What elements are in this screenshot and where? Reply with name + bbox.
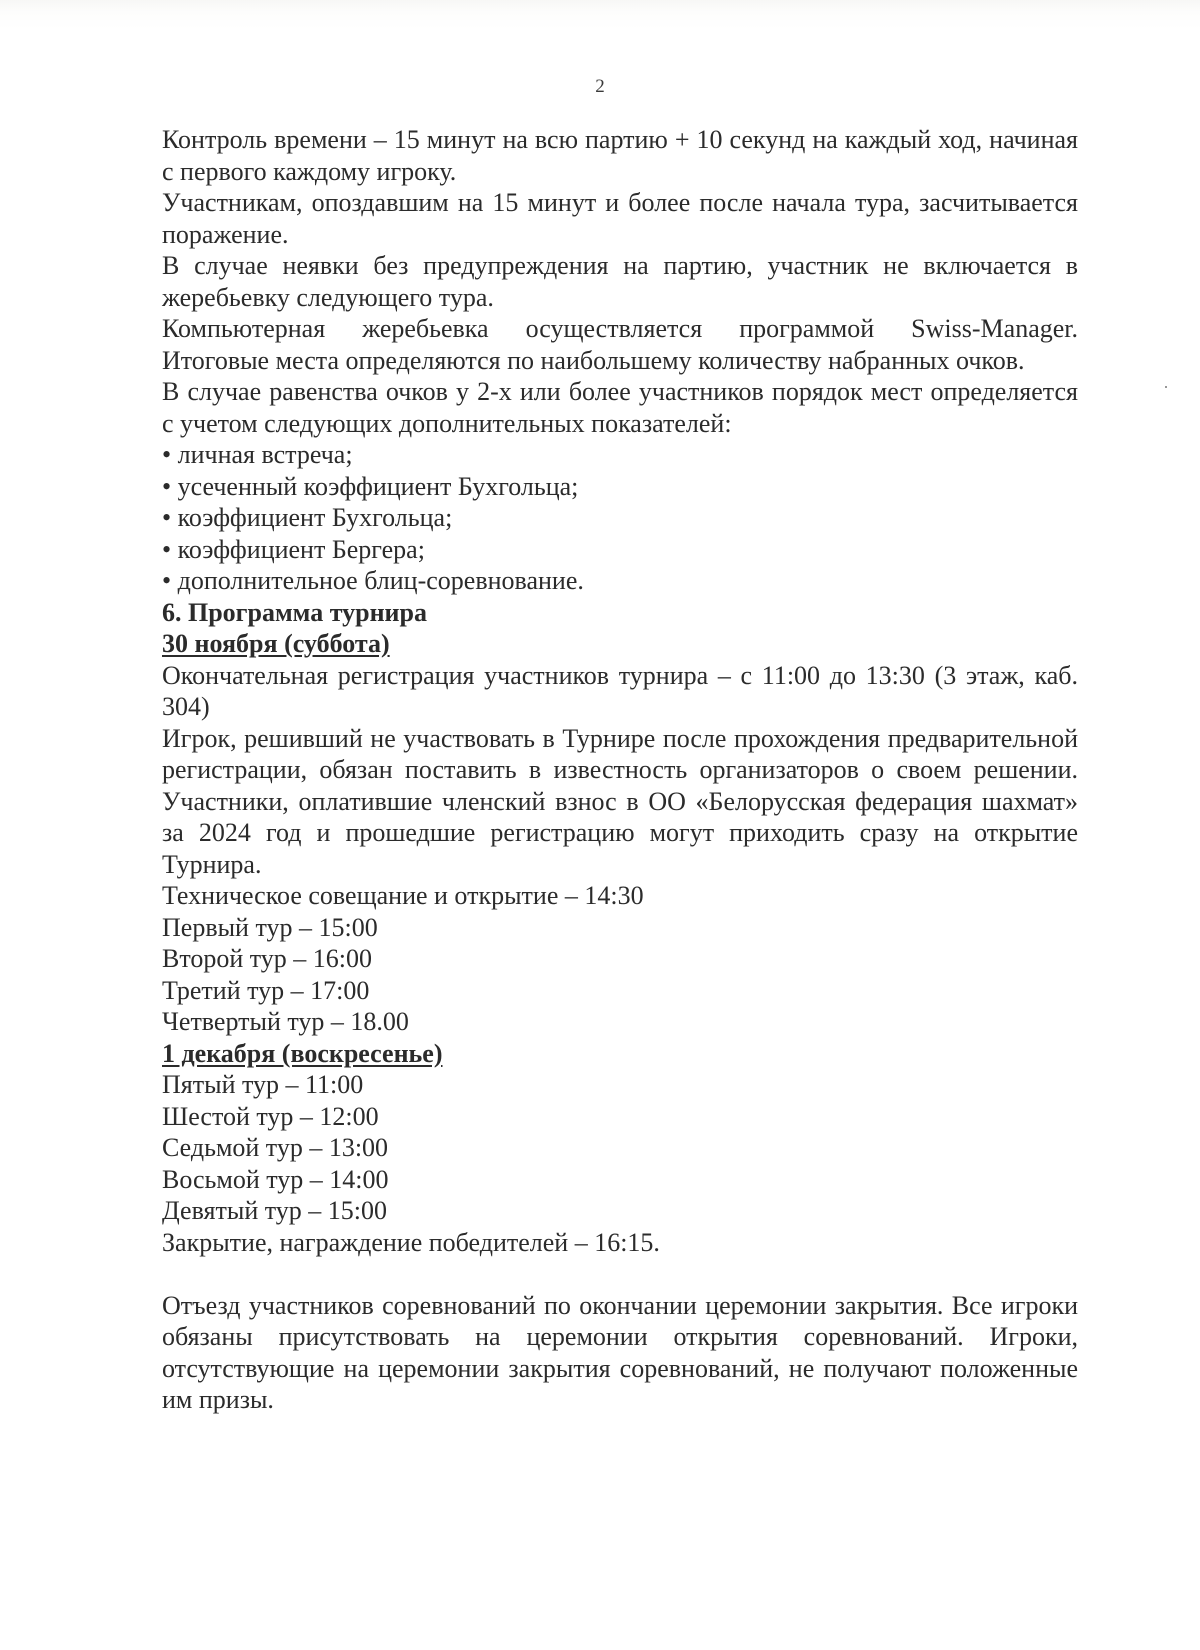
document-body [162,124,1078,1416]
day1-registration-paragraph: Окончательная регистрация участников турнира – с 11:00 до 13:30 (3 этаж, каб. 304) [162,660,1078,721]
schedule-item: Четвертый тур – 18.00 [162,1007,409,1036]
schedule-item: Закрытие, награждение победителей – 16:15. [162,1227,660,1257]
day1-date-heading: 30 ноября (суббота) [162,629,390,658]
schedule-item: Техническое совещание и открытие – 14:30 [162,881,644,910]
schedule-item: Седьмой тур – 13:00 [162,1133,389,1162]
schedule-item: Первый тур – 15:00 [162,912,378,942]
schedule-item: Третий тур – 17:00 [162,975,370,1005]
day2-schedule [162,1069,1078,1258]
day2-date-heading: 1 декабря (воскресенье) [162,1038,443,1068]
final-places-paragraph: Итоговые места определяются по наибольшему количеству набранных очков. [162,345,1025,375]
section-heading: 6. Программа турнира [162,597,428,627]
tiebreak-item: • усеченный коэффициент Бухгольца; [162,471,579,501]
day1-withdrawal-paragraph: Игрок, решивший не участвовать в Турнире после прохождения предварительной регистрации, обязан поставить в известность организаторов о своем решении. Участники, оплатившие членский взнос в ОО «Белорусская федерация шахмат» за 2024 год и прошедшие регистрацию могут приходить сразу на открытие Турнира. [162,723,1078,879]
schedule-item: Пятый тур – 11:00 [162,1070,364,1099]
tiebreak-item: • дополнительное блиц-соревнование. [162,566,584,595]
no-show-paragraph: В случае неявки без предупреждения на партию, участник не включается в жеребьевку следующего тура. [162,251,1078,312]
tiebreak-item: • личная встреча; [162,440,353,469]
tiebreak-item: • коэффициент Бухгольца; [162,503,453,532]
pairing-software-paragraph: Компьютерная жеребьевка осуществляется программой Swiss-Manager. [162,314,1078,343]
schedule-item: Второй тур – 16:00 [162,944,373,973]
tiebreak-item: • коэффициент Бергера; [162,534,425,564]
closing-paragraph: Отъезд участников соревнований по окончании церемонии закрытия. Все игроки обязаны присутствовать на церемонии открытия соревнований. Игроки, отсутствующие на церемонии закрытия соревнований, не получают положенные им призы. [162,1290,1078,1414]
late-arrival-paragraph: Участникам, опоздавшим на 15 минут и более после начала тура, засчитывается поражение. [162,188,1078,249]
tiebreak-intro-paragraph: В случае равенства очков у 2-х или более участников порядок мест определяется с учетом следующих дополнительных показателей: [162,377,1078,438]
time-control-paragraph: Контроль времени – 15 минут на всю партию + 10 секунд на каждый ход, начиная с первого каждому игроку. [162,125,1078,186]
scan-speck [1165,386,1167,388]
day1-schedule [162,880,1078,1038]
schedule-item: Восьмой тур – 14:00 [162,1164,389,1194]
schedule-item: Шестой тур – 12:00 [162,1101,379,1131]
spacer [162,1258,1078,1290]
page-number: 2 [595,76,605,97]
tiebreak-list [162,439,1078,597]
schedule-item: Девятый тур – 15:00 [162,1196,387,1225]
